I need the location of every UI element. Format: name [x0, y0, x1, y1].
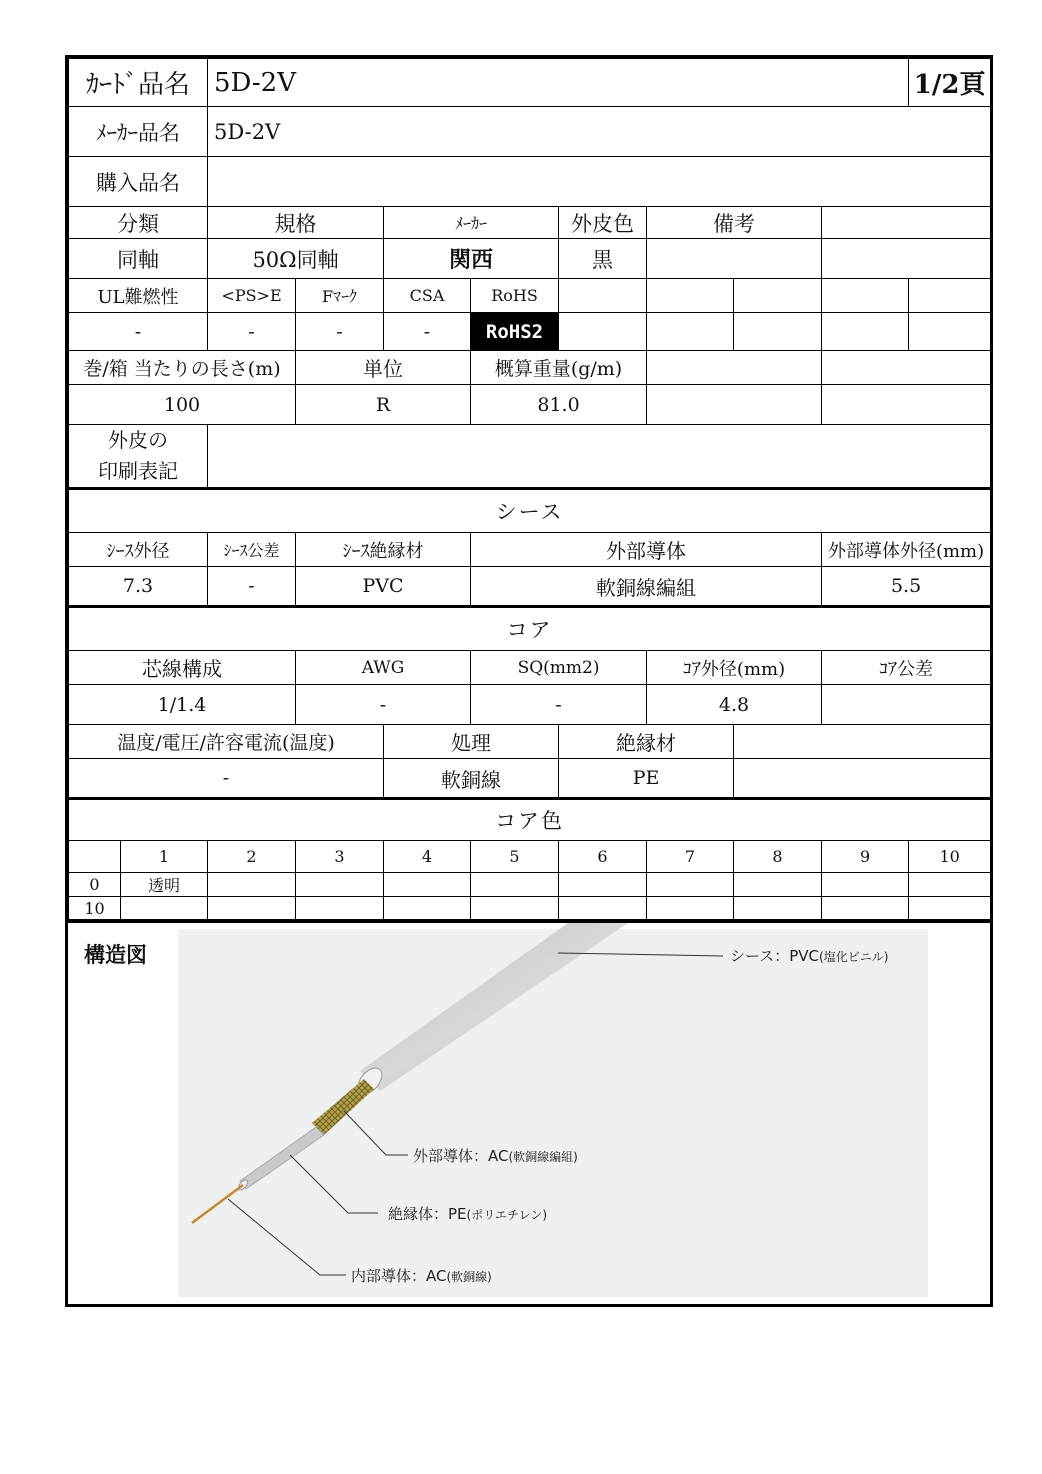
core-color-cell: [559, 873, 647, 897]
purchase-name-value: [208, 157, 991, 207]
sheath-leader: [558, 953, 723, 956]
outer-conductor-od-label: 外部導体外径(mm): [822, 533, 991, 567]
treatment-label: 処理: [384, 725, 559, 759]
standard-value: 50Ω同軸: [208, 239, 384, 279]
sheath-insulation-label: ｼｰｽ絶縁材: [296, 533, 471, 567]
insulation-shape: [240, 1127, 324, 1189]
core-color-cell: [471, 873, 559, 897]
card-name-value: 5D-2V: [208, 59, 909, 107]
insulation-leader: [290, 1155, 378, 1213]
awg-value: -: [296, 685, 471, 725]
category-label: 分類: [69, 207, 208, 239]
core-color-col-5: 5: [471, 841, 559, 873]
treatment-value: 軟銅線: [384, 759, 559, 799]
insulation-callout-label: 絶縁体：PE: [388, 1205, 467, 1223]
core-color-cell: [734, 897, 822, 920]
inner-conductor-callout: [351, 1265, 492, 1286]
csa-value: -: [384, 313, 471, 351]
core-color-cell: [822, 897, 909, 920]
conductor-construction-label: 芯線構成: [69, 651, 296, 685]
maker-value: 関西: [384, 239, 559, 279]
core-color-cell: [647, 873, 734, 897]
sheath-callout: [730, 945, 888, 966]
core-color-cell: [822, 873, 909, 897]
temp-voltage-current-value: -: [69, 759, 384, 799]
std-blank-2: [647, 279, 734, 313]
core2-extra-label: [734, 725, 991, 759]
ul-label: UL難燃性: [69, 279, 208, 313]
unit-label: 単位: [296, 351, 471, 385]
unit-value: R: [296, 385, 471, 425]
core-color-col-7: 7: [647, 841, 734, 873]
outer-conductor-callout-label: 外部導体：AC: [413, 1147, 509, 1165]
core-color-cell: [208, 873, 296, 897]
category-value: 同軸: [69, 239, 208, 279]
sheath-callout-note: (塩化ビニル): [819, 950, 889, 964]
outer-conductor-label: 外部導体: [471, 533, 822, 567]
cable-illustration: [68, 923, 990, 1301]
rohs-badge: RoHS2: [471, 313, 559, 351]
jacket-color-label: 外皮色: [559, 207, 647, 239]
length-extra-value-2: [822, 385, 991, 425]
standard-label: 規格: [208, 207, 384, 239]
core-color-cell: [734, 873, 822, 897]
page-number: 1/2頁: [909, 59, 991, 107]
maker-name-label: ﾒｰｶｰ品名: [69, 107, 208, 157]
inner-leader: [228, 1199, 346, 1275]
core-color-cell: [121, 897, 208, 920]
core-color-row-label-0: 0: [69, 873, 121, 897]
insulation-value: PE: [559, 759, 734, 799]
spec-extra-label: [822, 207, 991, 239]
std-val-blank-2: [647, 313, 734, 351]
sheath-section-title: シース: [69, 489, 991, 533]
core-color-corner: [69, 841, 121, 873]
weight-label: 概算重量(g/m): [471, 351, 647, 385]
core2-extra-value: [734, 759, 991, 799]
std-val-blank-4: [822, 313, 909, 351]
pse-label: <PS>E: [208, 279, 296, 313]
length-label: 巻/箱 当たりの長さ(m): [69, 351, 296, 385]
core-color-row-label-10: 10: [69, 897, 121, 920]
core-color-cell: [208, 897, 296, 920]
conductor-construction-value: 1/1.4: [69, 685, 296, 725]
core-color-section-title: コア色: [69, 799, 991, 841]
print-marking-value: [208, 425, 991, 489]
maker-label: ﾒｰｶｰ: [384, 207, 559, 239]
length-extra-value-1: [647, 385, 822, 425]
fmark-value: -: [296, 313, 384, 351]
outer-conductor-value: 軟銅線編組: [471, 567, 822, 607]
outer-conductor-od-value: 5.5: [822, 567, 991, 607]
outer-leader: [344, 1111, 408, 1155]
core-od-value: 4.8: [647, 685, 822, 725]
outer-conductor-callout: [413, 1145, 578, 1166]
core-color-col-10: 10: [909, 841, 991, 873]
card-name-label: ｶｰﾄﾞ品名: [69, 59, 208, 107]
core-color-cell: [909, 873, 991, 897]
sheath-od-value: 7.3: [69, 567, 208, 607]
core-color-col-3: 3: [296, 841, 384, 873]
core-od-label: ｺｱ外径(mm): [647, 651, 822, 685]
core-color-col-4: 4: [384, 841, 471, 873]
core-color-col-1: 1: [121, 841, 208, 873]
maker-name-value: 5D-2V: [208, 107, 991, 157]
print-marking-label-line2: 印刷表記: [98, 459, 178, 483]
core-color-cell: [384, 873, 471, 897]
length-extra-label-1: [647, 351, 822, 385]
std-blank-1: [559, 279, 647, 313]
core-tolerance-value: [822, 685, 991, 725]
ul-value: -: [69, 313, 208, 351]
weight-value: 81.0: [471, 385, 647, 425]
std-val-blank-3: [734, 313, 822, 351]
core-color-cell: [909, 897, 991, 920]
sheath-callout-label: シース：PVC: [730, 947, 820, 965]
insulation-label: 絶縁材: [559, 725, 734, 759]
core-color-cell: [647, 897, 734, 920]
awg-label: AWG: [296, 651, 471, 685]
core-color-cell: [296, 873, 384, 897]
std-val-blank-1: [559, 313, 647, 351]
insulation-callout: [388, 1203, 547, 1224]
fmark-label: Fﾏｰｸ: [296, 279, 384, 313]
length-extra-label-2: [822, 351, 991, 385]
std-blank-4: [822, 279, 909, 313]
sheath-insulation-value: PVC: [296, 567, 471, 607]
insulation-callout-note: (ポリエチレン): [466, 1208, 548, 1222]
rohs-label: RoHS: [471, 279, 559, 313]
structure-diagram: [68, 920, 990, 1298]
sq-label: SQ(mm2): [471, 651, 647, 685]
core-color-cell: [384, 897, 471, 920]
sheath-tolerance-value: -: [208, 567, 296, 607]
sheath-od-label: ｼｰｽ外径: [69, 533, 208, 567]
jacket-color-value: 黒: [559, 239, 647, 279]
braid-shape: [312, 1079, 374, 1135]
temp-voltage-current-label: 温度/電圧/許容電流(温度): [69, 725, 384, 759]
outer-conductor-callout-note: (軟銅線編組): [508, 1150, 578, 1164]
core-color-cell: [296, 897, 384, 920]
std-val-blank-5: [909, 313, 991, 351]
csa-label: CSA: [384, 279, 471, 313]
core-color-col-2: 2: [208, 841, 296, 873]
core-color-cell: [559, 897, 647, 920]
pse-value: -: [208, 313, 296, 351]
spec-table: [68, 58, 991, 920]
remarks-label: 備考: [647, 207, 822, 239]
core-color-col-6: 6: [559, 841, 647, 873]
diagram-title: 構造図: [84, 943, 147, 967]
core-color-col-9: 9: [822, 841, 909, 873]
spec-extra-value: [822, 239, 991, 279]
purchase-name-label: 購入品名: [69, 157, 208, 207]
sq-value: -: [471, 685, 647, 725]
core-section-title: コア: [69, 607, 991, 651]
std-blank-5: [909, 279, 991, 313]
spec-sheet: [65, 55, 993, 1307]
inner-conductor-shape: [192, 1185, 243, 1223]
inner-conductor-callout-note: (軟銅線): [446, 1270, 492, 1284]
inner-conductor-callout-label: 内部導体：AC: [351, 1267, 447, 1285]
remarks-value: [647, 239, 822, 279]
core-color-cell: 透明: [121, 873, 208, 897]
core-color-cell: [471, 897, 559, 920]
print-marking-label-line1: 外皮の: [108, 428, 168, 452]
sheath-shape: [360, 923, 628, 1091]
print-marking-label: [69, 425, 208, 489]
sheath-tolerance-label: ｼｰｽ公差: [208, 533, 296, 567]
core-color-col-8: 8: [734, 841, 822, 873]
length-value: 100: [69, 385, 296, 425]
core-tolerance-label: ｺｱ公差: [822, 651, 991, 685]
std-blank-3: [734, 279, 822, 313]
